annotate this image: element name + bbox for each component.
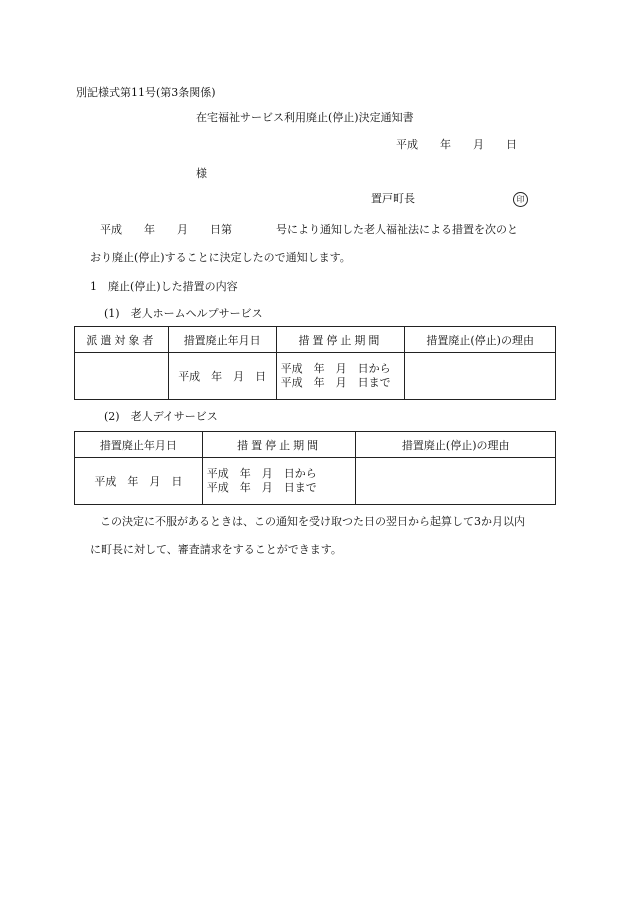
dayservice-table (74, 431, 556, 505)
table-header-row (75, 327, 556, 353)
reason-cell[interactable] (356, 458, 556, 505)
stop-period-cell[interactable] (276, 353, 405, 400)
period-from: 平成 年 月 日から (206, 467, 317, 480)
table-row (75, 458, 556, 505)
subsection-label-2: (2) 老人デイサービス (104, 410, 218, 423)
abolish-date-cell[interactable]: 平成 年 月 日 (168, 353, 276, 400)
body-text-line1: 平成 年 月 日第 号により通知した老人福祉法による措置を次のと (100, 223, 518, 236)
period-to: 平成 年 月 日まで (206, 481, 317, 494)
header-reason: 措置廃止(停止)の理由 (356, 432, 556, 458)
section-heading-1: 1 廃止(停止)した措置の内容 (90, 280, 238, 293)
seal-mark: 印 (513, 192, 528, 207)
addressee-suffix: 様 (196, 167, 207, 180)
document-title: 在宅福祉サービス利用廃止(停止)決定通知書 (196, 111, 414, 124)
body-text-line2: おり廃止(停止)することに決定したので通知します。 (90, 251, 351, 264)
subsection-label-1: (1) 老人ホームヘルプサービス (104, 307, 263, 320)
appeal-notice-line1: この決定に不服があるときは、この通知を受け取つた日の翌日から起算して3か月以内 (100, 515, 525, 528)
header-abolish-date: 措置廃止年月日 (168, 327, 276, 353)
target-cell[interactable] (75, 353, 169, 400)
stop-period-cell[interactable] (202, 458, 356, 505)
header-stop-period: 措置停止期間 (276, 327, 405, 353)
period-to: 平成 年 月 日まで (280, 376, 391, 389)
appeal-notice-line2: に町長に対して、審査請求をすることができます。 (90, 543, 342, 556)
issuer-name: 置戸町長 (371, 192, 415, 205)
period-from: 平成 年 月 日から (280, 362, 391, 375)
header-stop-period: 措置停止期間 (202, 432, 356, 458)
form-number: 別記様式第11号(第3条関係) (76, 86, 216, 99)
header-reason: 措置廃止(停止)の理由 (405, 327, 556, 353)
homehelp-table (74, 326, 556, 400)
issue-date: 平成 年 月 日 (396, 138, 517, 151)
reason-cell[interactable] (405, 353, 556, 400)
header-target: 派遣対象者 (75, 327, 169, 353)
table-header-row (75, 432, 556, 458)
table-row (75, 353, 556, 400)
abolish-date-cell[interactable]: 平成 年 月 日 (75, 458, 203, 505)
header-abolish-date: 措置廃止年月日 (75, 432, 203, 458)
